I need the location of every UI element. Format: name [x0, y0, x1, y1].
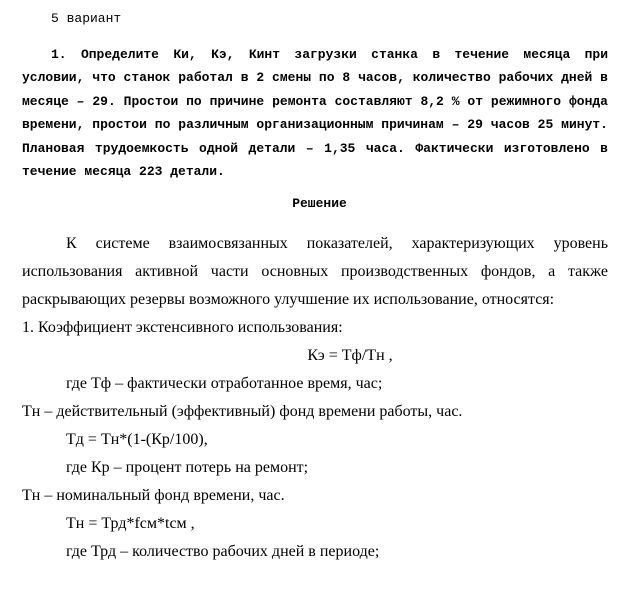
formula-tn: Тн = Трд*fсм*tсм ,	[66, 515, 195, 532]
intro-paragraph: К системе взаимосвязанных показателей, характеризующих уровень использования активной части основных производственных фондов, а также раскрывающих резервы возможного улучшение их использование, относятся:	[22, 235, 608, 308]
formula-ke: Кэ = Тф/Тн ,	[307, 347, 393, 364]
task-statement: 1. Определите Ки, Кэ, Кинт загрузки станка в течение месяца при условии, что станок работал в 2 смены по 8 часов, количество рабочих дней в месяце – 29. Простои по причине ремонта составляют 8,2 % от режимного фонда времени, простои по различным организационным причинам – 29 часов 25 минут. Плановая трудоемкость одной детали – 1,35 часа. Фактически изготовлено в течение месяца 223 детали.	[22, 47, 608, 180]
variant-label: 5 вариант	[51, 11, 122, 26]
item-1-heading: 1. Коэффициент экстенсивного использования:	[22, 319, 343, 336]
where-trd-line: где Трд – количество рабочих дней в периоде;	[66, 543, 380, 560]
formula-td: Тд = Тн*(1-(Кр/100),	[66, 431, 208, 448]
def-tn-nominal-line: Тн – номинальный фонд времени, час.	[22, 487, 285, 504]
solution-body	[22, 230, 608, 566]
def-tn-effective-line: Тн – действительный (эффективный) фонд времени работы, час.	[22, 403, 463, 420]
solution-heading: Решение	[292, 196, 347, 211]
where-tf-line: где Тф – фактически отработанное время, час;	[66, 375, 383, 392]
where-kr-line: где Кр – процент потерь на ремонт;	[66, 459, 309, 476]
